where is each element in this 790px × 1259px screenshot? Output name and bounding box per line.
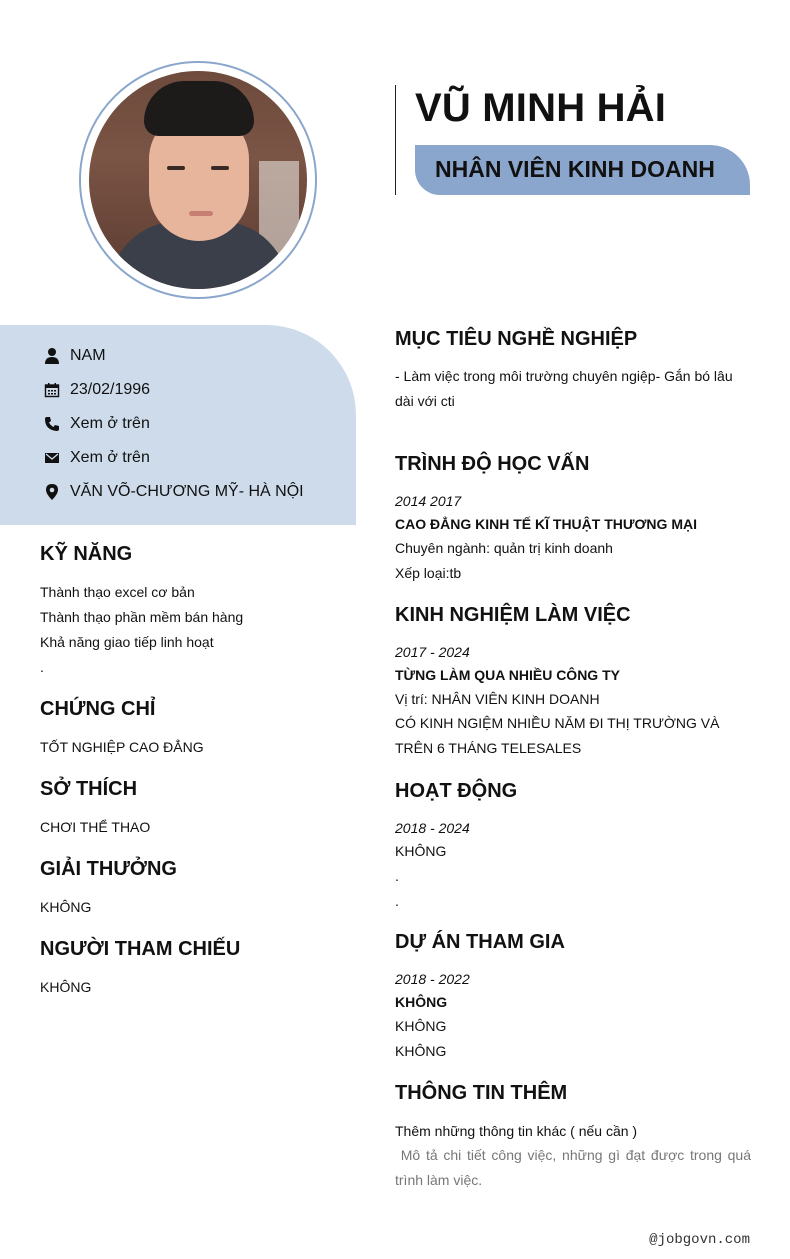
certificates-heading: CHỨNG CHỈ xyxy=(40,698,156,720)
skills-heading: KỸ NĂNG xyxy=(40,543,133,565)
activity-line: . xyxy=(395,893,399,909)
hobby-item: CHƠI THỂ THAO xyxy=(40,819,151,835)
hobbies-heading: SỞ THÍCH xyxy=(40,778,138,800)
personal-info-panel xyxy=(0,325,356,525)
awards-heading: GIẢI THƯỞNG xyxy=(40,858,177,880)
experience-description: CÓ KINH NGIỆM NHIỀU NĂM ĐI THỊ TRƯỜNG VÀ TRÊN 6 THÁNG TELESALES xyxy=(395,715,720,756)
info-email: Xem ở trên xyxy=(42,446,150,470)
person-icon xyxy=(42,346,62,366)
calendar-icon xyxy=(42,380,62,400)
award-item: KHÔNG xyxy=(40,899,92,915)
avatar-photo xyxy=(89,71,307,289)
experience-heading: KINH NGHIỆM LÀM VIỆC xyxy=(395,604,631,626)
reference-item: KHÔNG xyxy=(40,979,92,995)
project-name: KHÔNG xyxy=(395,994,448,1010)
watermark: @jobgovn.com xyxy=(649,1232,750,1248)
education-period: 2014 2017 xyxy=(395,493,462,509)
job-title-banner xyxy=(415,145,750,195)
info-birthdate: 23/02/1996 xyxy=(42,378,150,402)
candidate-name: VŨ MINH HẢI xyxy=(415,86,667,130)
skill-item: Thành thạo phần mềm bán hàng xyxy=(40,609,244,625)
location-pin-icon xyxy=(42,482,62,502)
references-heading: NGƯỜI THAM CHIẾU xyxy=(40,938,241,960)
project-line: KHÔNG xyxy=(395,1043,447,1059)
phone-icon xyxy=(42,414,62,434)
experience-company: TỪNG LÀM QUA NHIỀU CÔNG TY xyxy=(395,667,620,683)
education-school: CAO ĐẲNG KINH TẾ KĨ THUẬT THƯƠNG MẠI xyxy=(395,516,697,532)
info-phone: Xem ở trên xyxy=(42,412,150,436)
additional-line: Thêm những thông tin khác ( nếu cần ) xyxy=(395,1123,638,1139)
experience-period: 2017 - 2024 xyxy=(395,644,470,660)
info-address: VĂN VÕ-CHƯƠNG MỸ- HÀ NỘI xyxy=(42,480,304,504)
experience-position: Vị trí: NHÂN VIÊN KINH DOANH xyxy=(395,691,600,707)
objective-heading: MỤC TIÊU NGHỀ NGHIỆP xyxy=(395,328,638,350)
education-heading: TRÌNH ĐỘ HỌC VẤN xyxy=(395,453,590,475)
skill-item: Thành thạo excel cơ bản xyxy=(40,584,195,600)
objective-text: - Làm việc trong môi trường chuyên ngiệp- Gắn bó lâu dài với cti xyxy=(395,368,733,409)
activities-heading: HOẠT ĐỘNG xyxy=(395,780,518,802)
additional-description: Mô tả chi tiết công việc, những gì đạt được trong quá trình làm việc. xyxy=(395,1147,755,1188)
project-line: KHÔNG xyxy=(395,1018,447,1034)
activities-period: 2018 - 2024 xyxy=(395,820,470,836)
info-gender: NAM xyxy=(42,344,106,368)
additional-heading: THÔNG TIN THÊM xyxy=(395,1082,568,1104)
skill-item: . xyxy=(40,659,44,675)
education-major: Chuyên ngành: quản trị kinh doanh xyxy=(395,540,613,556)
job-title: NHÂN VIÊN KINH DOANH xyxy=(435,156,715,182)
projects-heading: DỰ ÁN THAM GIA xyxy=(395,931,565,953)
skill-item: Khả năng giao tiếp linh hoạt xyxy=(40,634,214,650)
activity-line: . xyxy=(395,868,399,884)
education-grade: Xếp loại:tb xyxy=(395,565,462,581)
email-icon xyxy=(42,448,62,468)
header-divider xyxy=(395,85,396,195)
projects-period: 2018 - 2022 xyxy=(395,971,470,987)
activity-line: KHÔNG xyxy=(395,843,447,859)
certificate-item: TỐT NGHIỆP CAO ĐẲNG xyxy=(40,739,204,755)
